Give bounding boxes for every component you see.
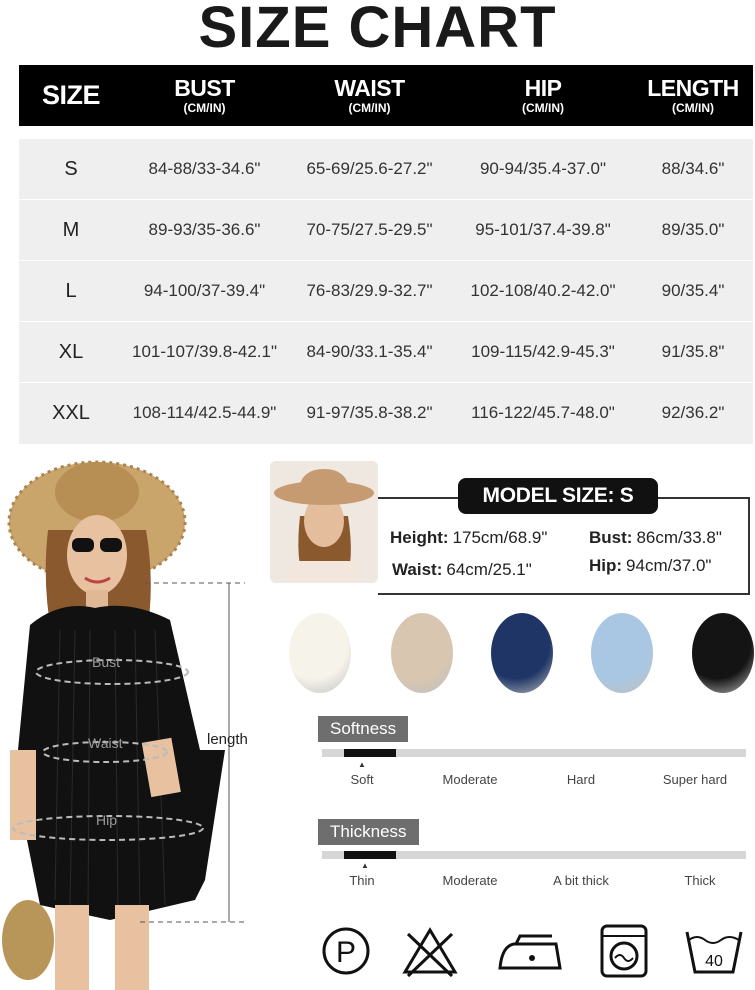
thickness-option-thin: Thin xyxy=(349,873,375,888)
table-row xyxy=(19,139,753,200)
length-cell: 88/34.6" xyxy=(633,139,753,200)
bust-cell: 89-93/35-36.6" xyxy=(123,200,286,261)
hip-cell: 109-115/42.9-45.3" xyxy=(453,322,633,383)
do-not-bleach-icon xyxy=(400,922,460,980)
bust-cell: 94-100/37-39.4" xyxy=(123,261,286,322)
color-swatch-navy[interactable] xyxy=(491,613,553,693)
softness-option-hard: Hard xyxy=(566,772,596,787)
length-cell: 91/35.8" xyxy=(633,322,753,383)
softness-option-soft: Soft xyxy=(350,772,374,787)
length-label: length xyxy=(207,731,248,748)
hip-cell: 116-122/45.7-48.0" xyxy=(453,383,633,444)
waist-cell: 76-83/29.9-32.7" xyxy=(286,261,453,322)
softness-bar xyxy=(322,749,746,757)
size-cell: M xyxy=(19,200,123,261)
thickness-label: Thickness xyxy=(318,819,419,845)
iron-low-icon xyxy=(494,922,566,980)
size-chart-table xyxy=(19,65,753,444)
length-cell: 92/36.2" xyxy=(633,383,753,444)
hip-cell: 102-108/40.2-42.0" xyxy=(453,261,633,322)
waist-cell: 70-75/27.5-29.5" xyxy=(286,200,453,261)
softness-option-moderate: Moderate xyxy=(442,772,498,787)
color-swatch-white[interactable] xyxy=(289,613,351,693)
model-height: Height: 175cm/68.9" xyxy=(390,528,548,547)
bust-cell: 84-88/33-34.6" xyxy=(123,139,286,200)
thickness-marker-icon: ▲ xyxy=(361,861,369,870)
softness-marker-icon: ▲ xyxy=(358,760,366,769)
model-photo xyxy=(0,450,255,990)
page-title: SIZE CHART xyxy=(198,0,557,60)
header-waist: WAIST (CM/IN) xyxy=(334,75,405,116)
model-bust: Bust: 86cm/33.8" xyxy=(589,528,722,547)
model-portrait xyxy=(270,461,378,583)
tumble-dry-icon xyxy=(594,922,654,980)
softness-label: Softness xyxy=(318,716,408,742)
color-swatch-black[interactable] xyxy=(692,613,754,693)
svg-text:P: P xyxy=(335,936,357,969)
bust-cell: 101-107/39.8-42.1" xyxy=(123,322,286,383)
wash-40-icon xyxy=(683,922,745,980)
waist-cell: 91-97/35.8-38.2" xyxy=(286,383,453,444)
bust-cell: 108-114/42.5-44.9" xyxy=(123,383,286,444)
header-bust: BUST (CM/IN) xyxy=(174,75,235,116)
size-cell: L xyxy=(19,261,123,322)
size-cell: S xyxy=(19,139,123,200)
waist-cell: 65-69/25.6-27.2" xyxy=(286,139,453,200)
hip-cell: 95-101/37.4-39.8" xyxy=(453,200,633,261)
size-cell: XL xyxy=(19,322,123,383)
wash-temperature: 40 xyxy=(705,953,723,970)
dry-clean-p-icon xyxy=(316,922,376,980)
table-header-row xyxy=(19,65,753,126)
model-waist: Waist: 64cm/25.1" xyxy=(392,560,532,579)
thickness-option-a-bit-thick: A bit thick xyxy=(553,873,609,888)
length-cell: 90/35.4" xyxy=(633,261,753,322)
bust-label: Bust xyxy=(92,654,121,670)
thickness-option-thick: Thick xyxy=(684,873,716,888)
waist-cell: 84-90/33.1-35.4" xyxy=(286,322,453,383)
size-cell: XXL xyxy=(19,383,123,444)
table-row xyxy=(19,261,753,322)
thickness-bar xyxy=(322,851,746,859)
hip-label: Hip xyxy=(96,812,118,828)
color-swatch-light-blue[interactable] xyxy=(591,613,653,693)
waist-label: Waist xyxy=(88,735,123,751)
softness-option-super-hard: Super hard xyxy=(662,772,728,787)
hip-cell: 90-94/35.4-37.0" xyxy=(453,139,633,200)
color-swatch-beige[interactable] xyxy=(391,613,453,693)
table-row xyxy=(19,383,753,444)
model-hip: Hip: 94cm/37.0" xyxy=(589,556,712,575)
model-size-label: MODEL SIZE: S xyxy=(458,478,658,514)
table-row xyxy=(19,322,753,383)
thickness-option-moderate: Moderate xyxy=(442,873,498,888)
table-row xyxy=(19,200,753,261)
header-size: SIZE xyxy=(41,80,100,111)
length-cell: 89/35.0" xyxy=(633,200,753,261)
header-length: LENGTH (CM/IN) xyxy=(647,75,739,116)
header-hip: HIP (CM/IN) xyxy=(522,75,564,116)
